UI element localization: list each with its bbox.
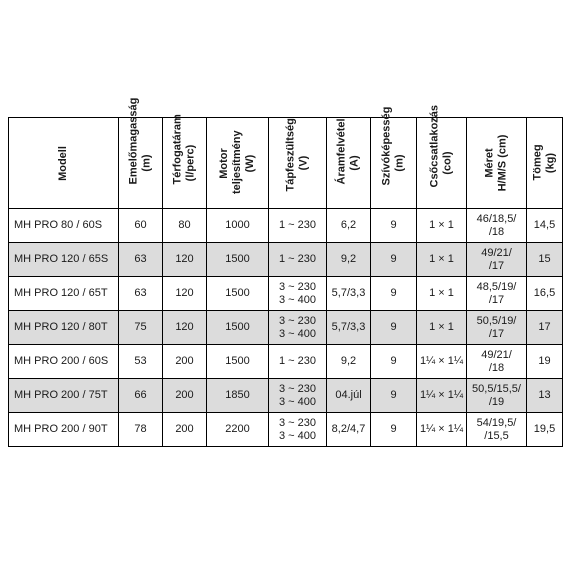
cell-text: 04.júl bbox=[335, 389, 362, 401]
cell-text: 3 ~ 230 bbox=[278, 314, 316, 327]
suction-depth-cell bbox=[371, 345, 417, 379]
cell-text: 1 × 1 bbox=[429, 321, 454, 333]
header-label-line: (W) bbox=[244, 154, 256, 172]
supply-voltage-cell bbox=[269, 277, 327, 311]
weight-cell bbox=[527, 413, 563, 447]
cell-text: 46/18,5/ bbox=[476, 212, 517, 225]
header-label bbox=[57, 109, 70, 218]
header-dimensions bbox=[467, 118, 527, 209]
motor-power-cell bbox=[207, 379, 269, 413]
suction-depth-cell bbox=[371, 277, 417, 311]
table-row bbox=[9, 311, 563, 345]
cell-text: 1500 bbox=[225, 355, 250, 367]
cell-text: 66 bbox=[134, 389, 147, 401]
table-row bbox=[9, 379, 563, 413]
cell-text: 1 ~ 230 bbox=[278, 219, 316, 231]
flow-rate-cell bbox=[163, 413, 207, 447]
cell-text: 1 × 1 bbox=[429, 287, 454, 299]
header-label-line: Méret bbox=[483, 148, 496, 178]
suction-depth-cell bbox=[371, 209, 417, 243]
cell-text: 50,5/15,5/ bbox=[472, 382, 521, 395]
table-row bbox=[9, 209, 563, 243]
header-label-line: (m) bbox=[140, 154, 153, 172]
dimensions-cell bbox=[467, 345, 527, 379]
current-cell bbox=[327, 345, 371, 379]
header-label-line: Modell bbox=[57, 145, 69, 181]
motor-power-cell bbox=[207, 311, 269, 345]
cell-text: 200 bbox=[175, 423, 194, 435]
cell-text: /17 bbox=[488, 293, 505, 306]
flow-rate-cell bbox=[163, 311, 207, 345]
cell-text: 49/21/ bbox=[481, 246, 512, 259]
cell-text: MH PRO 120 / 80T bbox=[14, 321, 108, 333]
cell-text: 53 bbox=[134, 355, 147, 367]
cell-text: 9 bbox=[390, 355, 397, 367]
header-supply-voltage bbox=[269, 118, 327, 209]
header-label-line: H/M/S (cm) bbox=[496, 134, 509, 192]
header-row bbox=[9, 118, 563, 209]
current-cell bbox=[327, 311, 371, 345]
header-label-line: (col) bbox=[441, 151, 454, 175]
header-label-line: (m) bbox=[393, 154, 406, 172]
cell-text: 49/21/ bbox=[481, 348, 512, 361]
motor-power-cell bbox=[207, 413, 269, 447]
suction-depth-cell bbox=[371, 413, 417, 447]
cell-text: 200 bbox=[175, 389, 194, 401]
motor-power-cell bbox=[207, 345, 269, 379]
flow-rate-cell bbox=[163, 277, 207, 311]
cell-text: 1 ~ 230 bbox=[278, 355, 316, 367]
cell-text: 16,5 bbox=[533, 287, 556, 299]
cell-text: 3 ~ 230 bbox=[278, 382, 316, 395]
cell-text: 120 bbox=[175, 253, 194, 265]
header-flow-rate bbox=[163, 114, 207, 209]
head-height-cell bbox=[119, 311, 163, 345]
cell-text: /17 bbox=[488, 327, 505, 340]
header-label bbox=[218, 129, 257, 194]
header-model bbox=[9, 118, 119, 209]
weight-cell bbox=[527, 379, 563, 413]
cell-text: MH PRO 200 / 90T bbox=[14, 423, 108, 435]
weight-cell bbox=[527, 345, 563, 379]
cell-text: 17 bbox=[538, 321, 551, 333]
cell-text: 1 × 1 bbox=[429, 219, 454, 231]
cell-text: MH PRO 120 / 65T bbox=[14, 287, 108, 299]
current-cell bbox=[327, 413, 371, 447]
cell-text: 1¼ × 1¼ bbox=[419, 389, 464, 401]
model-cell bbox=[9, 311, 119, 345]
table-row bbox=[9, 277, 563, 311]
cell-text: /15,5 bbox=[484, 429, 509, 442]
suction-depth-cell bbox=[371, 379, 417, 413]
cell-text: 9 bbox=[390, 423, 397, 435]
header-label-line: Áramfelvétel bbox=[335, 118, 348, 185]
dimensions-cell bbox=[467, 413, 527, 447]
table-row bbox=[9, 345, 563, 379]
supply-voltage-cell bbox=[269, 311, 327, 345]
suction-depth-cell bbox=[371, 243, 417, 277]
cell-text: 9,2 bbox=[340, 355, 357, 367]
cell-text: MH PRO 200 / 60S bbox=[14, 355, 109, 367]
cell-text: 200 bbox=[175, 355, 194, 367]
flow-rate-cell bbox=[163, 209, 207, 243]
header-label-line: teljesítmény bbox=[231, 129, 243, 194]
dimensions-cell bbox=[467, 243, 527, 277]
cell-text: 13 bbox=[538, 389, 551, 401]
cell-text: 50,5/19/ bbox=[476, 314, 517, 327]
model-cell bbox=[9, 345, 119, 379]
header-label bbox=[532, 146, 558, 181]
header-label-line: Tömeg bbox=[531, 144, 544, 181]
cell-text: 9 bbox=[390, 287, 397, 299]
pipe-connection-cell bbox=[417, 277, 467, 311]
header-label bbox=[380, 106, 407, 186]
motor-power-cell bbox=[207, 243, 269, 277]
model-cell bbox=[9, 243, 119, 277]
header-label-line: Tápfeszültség bbox=[284, 118, 297, 192]
cell-text: 3 ~ 400 bbox=[278, 395, 316, 408]
header-label-line: (l/perc) bbox=[184, 144, 197, 182]
header-head-height bbox=[119, 97, 163, 209]
dimensions-cell bbox=[467, 277, 527, 311]
cell-text: 1000 bbox=[225, 219, 250, 231]
pipe-connection-cell bbox=[417, 345, 467, 379]
cell-text: 6,2 bbox=[340, 219, 357, 231]
cell-text: MH PRO 200 / 75T bbox=[14, 389, 108, 401]
supply-voltage-cell bbox=[269, 379, 327, 413]
table-body bbox=[9, 209, 563, 447]
header-label bbox=[484, 134, 510, 193]
cell-text: /18 bbox=[488, 225, 505, 238]
head-height-cell bbox=[119, 379, 163, 413]
cell-text: 3 ~ 230 bbox=[278, 280, 316, 293]
flow-rate-cell bbox=[163, 345, 207, 379]
pipe-connection-cell bbox=[417, 413, 467, 447]
table-row bbox=[9, 413, 563, 447]
head-height-cell bbox=[119, 243, 163, 277]
cell-text: /17 bbox=[488, 259, 505, 272]
weight-cell bbox=[527, 277, 563, 311]
head-height-cell bbox=[119, 209, 163, 243]
header-label-line: Csőcsatlakozás bbox=[428, 104, 441, 188]
cell-text: 1 ~ 230 bbox=[278, 253, 316, 265]
model-cell bbox=[9, 277, 119, 311]
cell-text: 19,5 bbox=[533, 423, 556, 435]
header-label bbox=[284, 118, 311, 192]
cell-text: 1¼ × 1¼ bbox=[419, 423, 464, 435]
header-label-line: (A) bbox=[348, 155, 361, 171]
cell-text: 3 ~ 400 bbox=[278, 429, 316, 442]
cell-text: MH PRO 120 / 65S bbox=[14, 253, 109, 265]
cell-text: 120 bbox=[175, 287, 194, 299]
header-label-line: Motor bbox=[218, 147, 230, 179]
supply-voltage-cell bbox=[269, 345, 327, 379]
cell-text: MH PRO 80 / 60S bbox=[14, 219, 103, 231]
table-row bbox=[9, 243, 563, 277]
cell-text: 3 ~ 230 bbox=[278, 416, 316, 429]
cell-text: 15 bbox=[538, 253, 551, 265]
cell-text: 5,7/3,3 bbox=[331, 287, 366, 299]
cell-text: 5,7/3,3 bbox=[331, 321, 366, 333]
supply-voltage-cell bbox=[269, 413, 327, 447]
header-label-line: Térfogatáram bbox=[171, 114, 184, 185]
current-cell bbox=[327, 277, 371, 311]
cell-text: 63 bbox=[134, 253, 147, 265]
dimensions-cell bbox=[467, 209, 527, 243]
pipe-connection-cell bbox=[417, 209, 467, 243]
flow-rate-cell bbox=[163, 379, 207, 413]
cell-text: /18 bbox=[488, 361, 505, 374]
header-label bbox=[127, 97, 154, 185]
cell-text: 1¼ × 1¼ bbox=[419, 355, 464, 367]
dimensions-cell bbox=[467, 311, 527, 345]
cell-text: 78 bbox=[134, 423, 147, 435]
header-label bbox=[428, 104, 455, 188]
head-height-cell bbox=[119, 413, 163, 447]
cell-text: 48,5/19/ bbox=[476, 280, 517, 293]
header-label bbox=[171, 114, 198, 185]
cell-text: /19 bbox=[488, 395, 505, 408]
cell-text: 54/19,5/ bbox=[476, 416, 517, 429]
motor-power-cell bbox=[207, 277, 269, 311]
cell-text: 60 bbox=[134, 219, 147, 231]
header-suction-depth bbox=[371, 106, 417, 209]
cell-text: 9 bbox=[390, 321, 397, 333]
cell-text: 120 bbox=[175, 321, 194, 333]
weight-cell bbox=[527, 243, 563, 277]
model-cell bbox=[9, 413, 119, 447]
cell-text: 3 ~ 400 bbox=[278, 293, 316, 306]
cell-text: 14,5 bbox=[533, 219, 556, 231]
flow-rate-cell bbox=[163, 243, 207, 277]
cell-text: 9 bbox=[390, 253, 397, 265]
header-motor-power bbox=[207, 118, 269, 209]
header-label bbox=[335, 118, 362, 185]
cell-text: 1850 bbox=[225, 389, 250, 401]
header-label-line: Szívóképesség bbox=[380, 106, 393, 186]
current-cell bbox=[327, 243, 371, 277]
weight-cell bbox=[527, 209, 563, 243]
dimensions-cell bbox=[467, 379, 527, 413]
cell-text: 1500 bbox=[225, 321, 250, 333]
cell-text: 9 bbox=[390, 389, 397, 401]
header-label-line: (V) bbox=[297, 155, 310, 171]
current-cell bbox=[327, 379, 371, 413]
cell-text: 2200 bbox=[225, 423, 250, 435]
cell-text: 80 bbox=[178, 219, 191, 231]
cell-text: 9 bbox=[390, 219, 397, 231]
pipe-connection-cell bbox=[417, 379, 467, 413]
cell-text: 9,2 bbox=[340, 253, 357, 265]
cell-text: 1500 bbox=[225, 287, 250, 299]
cell-text: 8,2/4,7 bbox=[331, 423, 366, 435]
header-pipe-connection bbox=[417, 104, 467, 209]
pipe-connection-cell bbox=[417, 311, 467, 345]
supply-voltage-cell bbox=[269, 209, 327, 243]
supply-voltage-cell bbox=[269, 243, 327, 277]
cell-text: 3 ~ 400 bbox=[278, 327, 316, 340]
model-cell bbox=[9, 379, 119, 413]
header-label-line: (kg) bbox=[544, 152, 557, 174]
head-height-cell bbox=[119, 345, 163, 379]
cell-text: 1500 bbox=[225, 253, 250, 265]
head-height-cell bbox=[119, 277, 163, 311]
cell-text: 1 × 1 bbox=[429, 253, 454, 265]
header-current bbox=[327, 118, 371, 209]
motor-power-cell bbox=[207, 209, 269, 243]
cell-text: 63 bbox=[134, 287, 147, 299]
current-cell bbox=[327, 209, 371, 243]
header-weight bbox=[527, 118, 563, 209]
cell-text: 19 bbox=[538, 355, 551, 367]
spec-table bbox=[8, 97, 563, 447]
weight-cell bbox=[527, 311, 563, 345]
suction-depth-cell bbox=[371, 311, 417, 345]
header-label-line: Emelőmagasság bbox=[127, 97, 140, 185]
cell-text: 75 bbox=[134, 321, 147, 333]
pipe-connection-cell bbox=[417, 243, 467, 277]
